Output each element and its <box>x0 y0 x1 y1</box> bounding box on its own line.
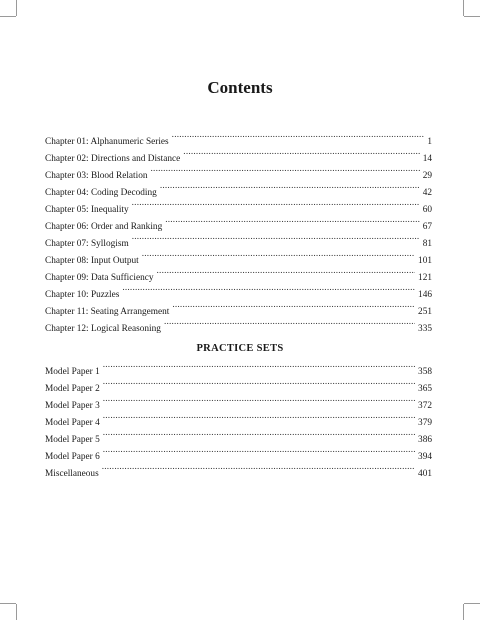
toc-entry-page: 358 <box>418 367 432 377</box>
toc-entry-label: Model Paper 5 <box>45 435 100 445</box>
crop-mark-top-left-h <box>0 16 16 17</box>
toc-entry-page: 121 <box>418 273 432 283</box>
crop-mark-top-right <box>463 0 464 16</box>
crop-mark-bottom-right-h <box>464 603 480 604</box>
dot-leader <box>103 425 415 442</box>
toc-entry-label: Miscellaneous <box>45 469 99 479</box>
crop-mark-bottom-right <box>463 604 464 620</box>
toc-entry-page: 81 <box>422 239 432 249</box>
toc-entry-label: Model Paper 6 <box>45 452 100 462</box>
dot-leader <box>103 391 415 408</box>
toc-entry-page: 365 <box>418 384 432 394</box>
toc-entry-model-paper-5[interactable] <box>45 425 432 445</box>
dot-leader <box>172 127 425 144</box>
toc-entry-page: 67 <box>422 222 432 232</box>
crop-mark-top-right-h <box>464 16 480 17</box>
toc-entry-label: Model Paper 2 <box>45 384 100 394</box>
toc-entry-page: 42 <box>422 188 432 198</box>
dot-leader <box>165 212 419 229</box>
toc-entry-label: Chapter 07: Syllogism <box>45 239 129 249</box>
toc-entry-label: Model Paper 1 <box>45 367 100 377</box>
dot-leader <box>132 195 420 212</box>
toc-entry-page: 14 <box>422 154 432 164</box>
dot-leader <box>183 144 419 161</box>
toc-entry-label: Chapter 08: Input Output <box>45 256 139 266</box>
toc-entry-model-paper-4[interactable] <box>45 408 432 428</box>
toc-entry-label: Model Paper 4 <box>45 418 100 428</box>
toc-entry-label: Chapter 11: Seating Arrangement <box>45 307 170 317</box>
toc-entry-label: Chapter 04: Coding Decoding <box>45 188 157 198</box>
toc-entry-model-paper-2[interactable] <box>45 374 432 394</box>
toc-entry-page: 60 <box>422 205 432 215</box>
toc-entry-page: 146 <box>418 290 432 300</box>
dot-leader <box>103 408 415 425</box>
toc-entry-page: 386 <box>418 435 432 445</box>
toc-entry-label: Chapter 12: Logical Reasoning <box>45 324 161 334</box>
toc-entry-page: 379 <box>418 418 432 428</box>
toc-entry-label: Chapter 06: Order and Ranking <box>45 222 163 232</box>
toc-entry-model-paper-1[interactable] <box>45 357 432 377</box>
crop-mark-bottom-left-h <box>0 603 16 604</box>
dot-leader <box>160 178 420 195</box>
toc-entry-page: 101 <box>418 256 432 266</box>
toc-entry-label: Chapter 05: Inequality <box>45 205 129 215</box>
toc-entry-chapter-01[interactable] <box>45 127 432 147</box>
practice-set-list <box>45 357 432 479</box>
toc-entry-label: Chapter 01: Alphanumeric Series <box>45 137 169 147</box>
dot-leader <box>132 229 420 246</box>
toc-entry-model-paper-6[interactable] <box>45 442 432 462</box>
toc-entry-page: 372 <box>418 401 432 411</box>
dot-leader <box>103 374 415 391</box>
toc-entry-page: 251 <box>418 307 432 317</box>
crop-mark-bottom-left <box>16 604 17 620</box>
practice-sets-heading: PRACTICE SETS <box>196 343 284 354</box>
dot-leader <box>103 442 415 459</box>
toc-entry-label: Chapter 03: Blood Relation <box>45 171 148 181</box>
toc-entry-label: Chapter 02: Directions and Distance <box>45 154 181 164</box>
toc-entry-model-paper-3[interactable] <box>45 391 432 411</box>
dot-leader <box>172 297 415 314</box>
dot-leader <box>102 459 415 476</box>
dot-leader <box>122 280 415 297</box>
dot-leader <box>142 246 415 263</box>
toc-entry-label: Chapter 10: Puzzles <box>45 290 120 300</box>
dot-leader <box>157 263 416 280</box>
dot-leader <box>164 314 415 331</box>
chapter-list <box>45 127 432 334</box>
toc-entry-miscellaneous[interactable] <box>45 459 432 479</box>
toc-entry-label: Chapter 09: Data Sufficiency <box>45 273 154 283</box>
toc-entry-label: Model Paper 3 <box>45 401 100 411</box>
crop-mark-top-left <box>16 0 17 16</box>
toc-entry-page: 1 <box>427 137 432 147</box>
toc-entry-page: 394 <box>418 452 432 462</box>
dot-leader <box>151 161 420 178</box>
page-title: Contents <box>207 78 273 97</box>
toc-entry-page: 335 <box>418 324 432 334</box>
dot-leader <box>103 357 415 374</box>
toc-entry-page: 29 <box>422 171 432 181</box>
toc-entry-page: 401 <box>418 469 432 479</box>
